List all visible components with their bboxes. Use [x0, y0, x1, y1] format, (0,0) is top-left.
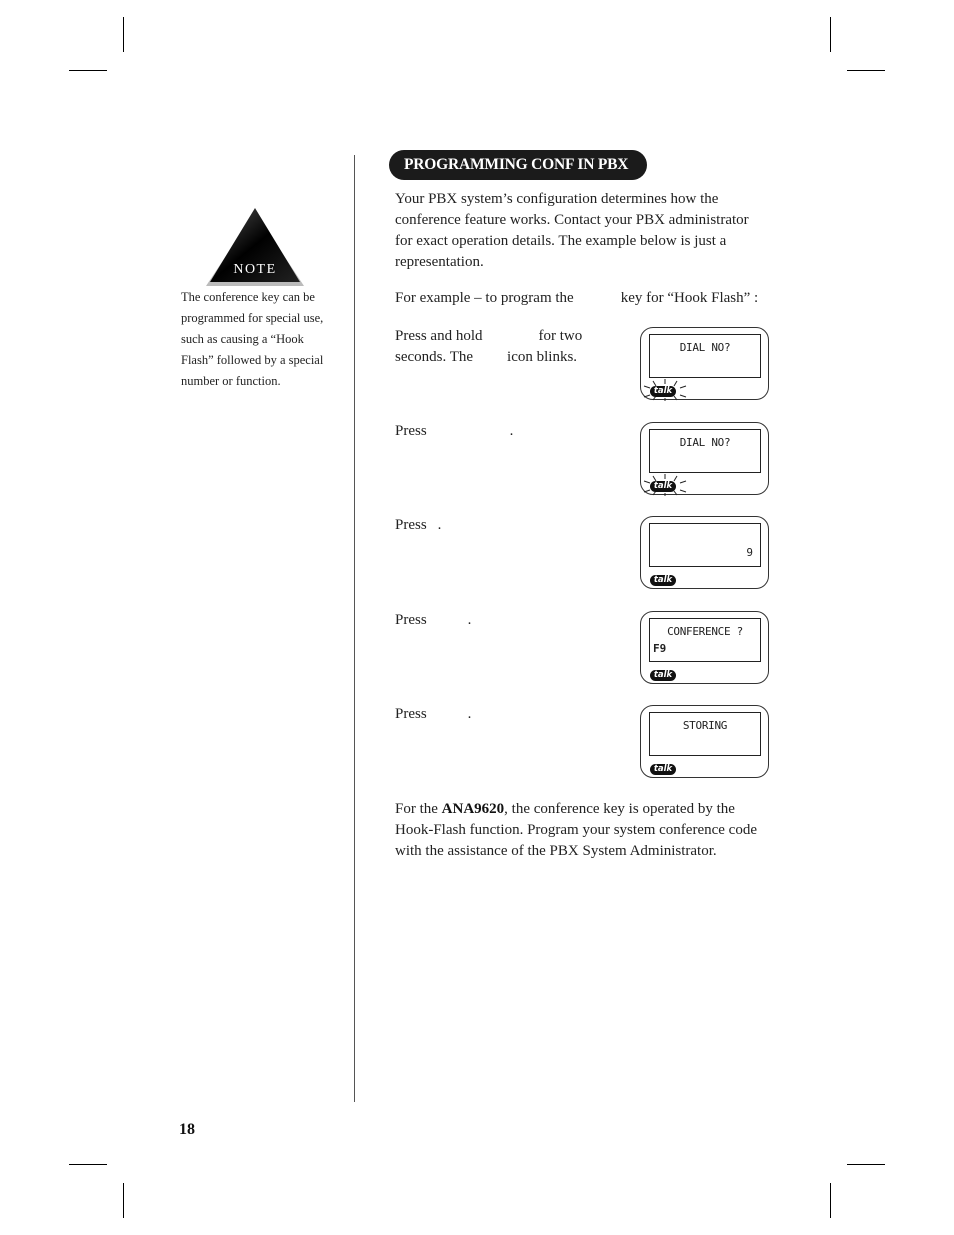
- step-3-text: Press: [395, 517, 427, 533]
- note-text: The conference key can be programmed for special use, such as causing a “Hook Flash” followed by a special number or function.: [181, 290, 324, 388]
- step-3-tail: .: [437, 517, 442, 533]
- step-2: [395, 421, 513, 442]
- handset-display-4: [640, 611, 769, 684]
- step-4-text: Press: [395, 612, 427, 628]
- handset-display-1: [640, 327, 769, 400]
- crop-mark: [847, 1164, 885, 1165]
- handset-display-5: [640, 705, 769, 778]
- crop-mark: [830, 17, 831, 52]
- step-5-text: Press: [395, 706, 427, 722]
- lcd-screen: [649, 618, 761, 662]
- crop-mark: [123, 17, 124, 52]
- crop-mark: [123, 1183, 124, 1218]
- example-text-before: For example – to program the: [395, 290, 574, 306]
- lcd-digit: 9: [746, 546, 753, 559]
- talk-icon: talk: [650, 670, 676, 681]
- crop-mark: [830, 1183, 831, 1218]
- step-2-tail: .: [509, 423, 514, 439]
- step-3: [395, 515, 441, 536]
- lcd-screen: [649, 523, 761, 567]
- step-2-text: Press: [395, 423, 427, 439]
- example-line: [395, 288, 775, 309]
- talk-icon: talk: [650, 386, 676, 397]
- column-divider: [354, 155, 355, 1102]
- crop-mark: [69, 1164, 107, 1165]
- lcd-line-1: DIAL NO?: [679, 436, 731, 449]
- section-title: PROGRAMMING CONF IN PBX: [389, 150, 647, 180]
- final-text-after: , the conference key is operated by the Hook-Flash function. Program your system conference code with the assistance of the PBX System Administrator.: [395, 801, 757, 859]
- lcd-line-1: DIAL NO?: [679, 341, 731, 354]
- lcd-line-1: CONFERENCE ?: [667, 625, 743, 638]
- talk-icon: talk: [650, 764, 676, 775]
- step-1-text: seconds. The: [395, 349, 474, 365]
- step-4: [395, 610, 471, 631]
- step-1-text: icon blinks.: [507, 349, 578, 365]
- model-name: ANA9620: [441, 801, 505, 817]
- step-1-text: for two: [538, 328, 583, 344]
- lcd-line-2: F9: [653, 642, 667, 655]
- example-text-after: key for “Hook Flash” :: [620, 290, 759, 306]
- lcd-screen: [649, 334, 761, 378]
- step-5-tail: .: [467, 706, 472, 722]
- handset-display-2: [640, 422, 769, 495]
- note-triangle-icon: [200, 206, 310, 290]
- step-1-text: Press and hold: [395, 328, 483, 344]
- intro-paragraph: Your PBX system’s configuration determines how the conference feature works. Contact your PBX administrator for exact operation details. The example below is just a representation.: [395, 191, 749, 270]
- lcd-line-1: STORING: [682, 719, 728, 732]
- note-label: NOTE: [233, 262, 277, 277]
- step-4-tail: .: [467, 612, 472, 628]
- final-text-before: For the: [395, 801, 438, 817]
- step-5: [395, 704, 471, 725]
- page-number: 18: [179, 1121, 195, 1138]
- talk-icon: talk: [650, 575, 676, 586]
- lcd-screen: [649, 429, 761, 473]
- step-1: [395, 326, 582, 368]
- final-paragraph: [395, 799, 765, 862]
- lcd-screen: [649, 712, 761, 756]
- talk-icon: talk: [650, 481, 676, 492]
- crop-mark: [847, 70, 885, 71]
- handset-display-3: [640, 516, 769, 589]
- crop-mark: [69, 70, 107, 71]
